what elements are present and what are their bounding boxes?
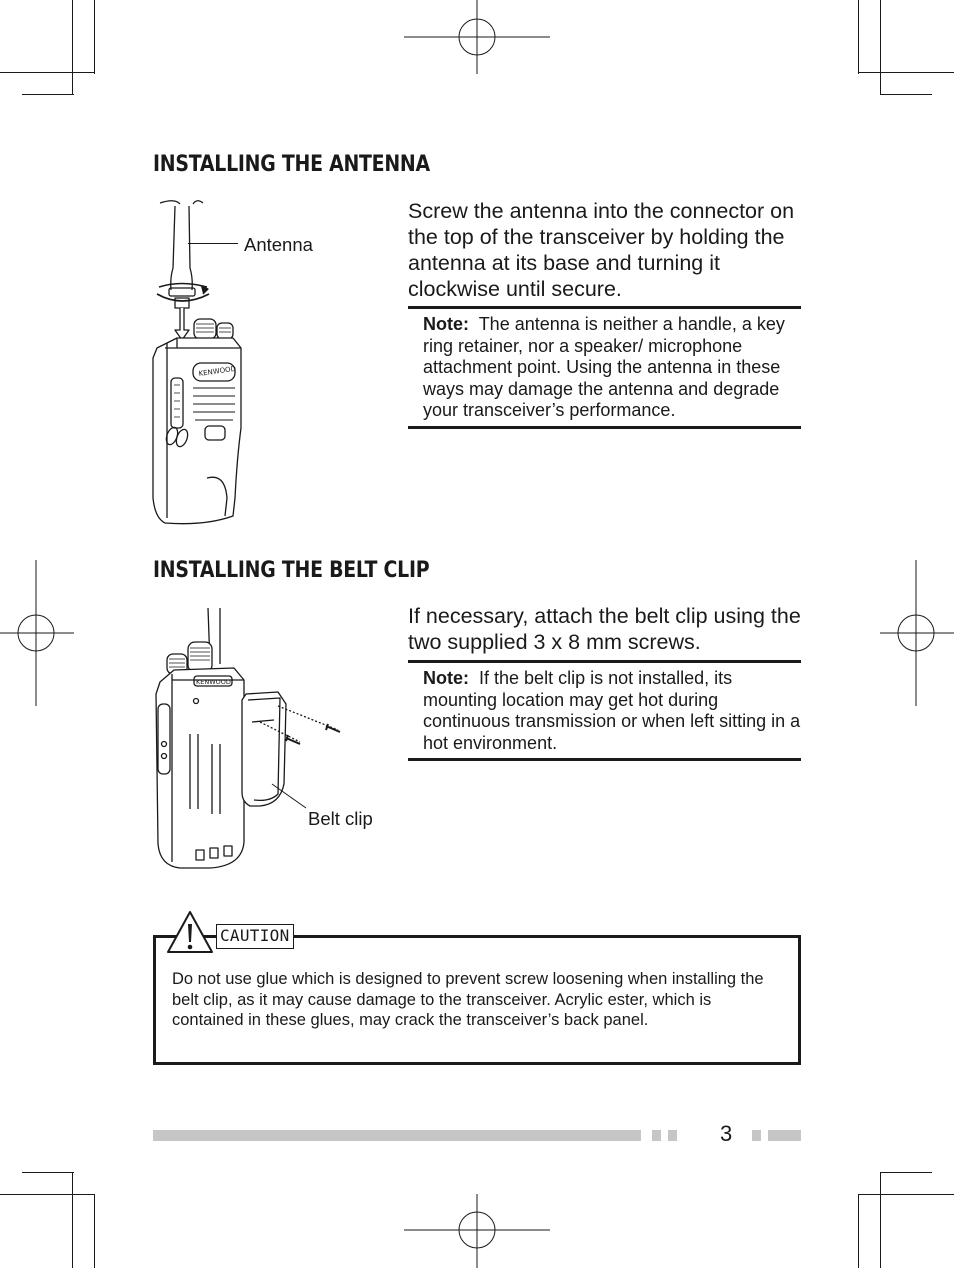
footer-bar-dot [652, 1130, 661, 1141]
footer-bar-dot [668, 1130, 677, 1141]
footer-bar [768, 1130, 801, 1141]
antenna-installation-illustration [145, 198, 245, 528]
antenna-callout-leader [188, 243, 238, 244]
registration-crosshair-icon [0, 560, 74, 706]
footer-bar [153, 1130, 641, 1141]
registration-crosshair-icon [880, 560, 954, 706]
belt-clip-callout-label: Belt clip [308, 808, 373, 829]
radio-logo-text: KENWOOD [198, 364, 237, 378]
page-number: 3 [720, 1121, 733, 1146]
radio-logo-text: KENWOOD [196, 678, 231, 686]
belt-clip-note-label: Note: [423, 668, 469, 688]
antenna-note-text: The antenna is neither a handle, a key ring retainer, nor a speaker/ microphone attachment point. Using the antenna in these ways may damage the antenna and degrade your transceiver’s performance. [423, 314, 785, 420]
antenna-instruction-text: Screw the antenna into the connector on the top of the transceiver by holding the antenna at its base and turning it clockwise until secure. [408, 199, 795, 301]
caution-label: CAUTION [216, 924, 294, 949]
registration-crosshair-icon [404, 1194, 550, 1268]
caution-text: Do not use glue which is designed to prevent screw loosening when installing the belt clip, as it may cause damage to the transceiver. Acrylic ester, which is contained in these glues, may crack the transceiver’s back panel. [172, 970, 764, 1030]
antenna-note [408, 306, 801, 429]
caution-box [153, 935, 801, 1065]
belt-clip-instruction-text: If necessary, attach the belt clip using the two supplied 3 x 8 mm screws. [408, 604, 801, 654]
belt-clip-note-text: If the belt clip is not installed, its mounting location may get hot during continuous transmission or when left sitting in a hot environment. [423, 668, 801, 753]
belt-clip-note [408, 660, 801, 761]
antenna-section-heading: INSTALLING THE ANTENNA [153, 152, 430, 177]
footer-bar-dot [752, 1130, 761, 1141]
belt-clip-installation-illustration [150, 604, 350, 872]
belt-clip-callout-leader [270, 782, 310, 812]
warning-triangle-icon [166, 910, 214, 954]
registration-crosshair-icon [404, 0, 550, 75]
antenna-callout-label: Antenna [244, 234, 313, 255]
antenna-note-label: Note: [423, 314, 469, 334]
belt-clip-section-heading: INSTALLING THE BELT CLIP [153, 558, 430, 583]
